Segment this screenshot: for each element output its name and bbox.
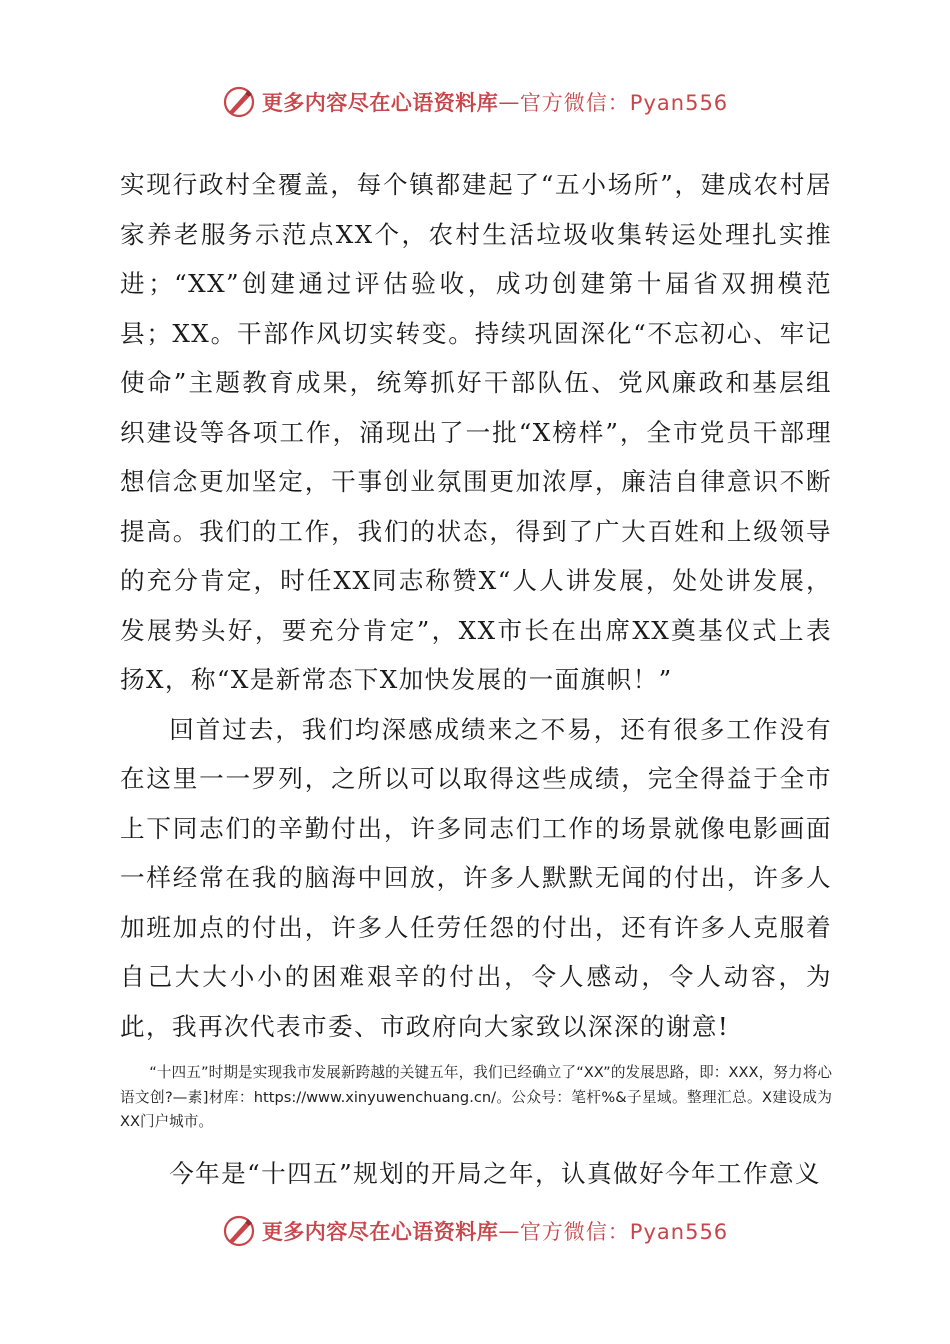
footer-banner	[0, 1211, 950, 1251]
paragraph-this-year: 今年是“十四五”规划的开局之年，认真做好今年工作意义	[169, 1158, 821, 1188]
banner-brand: 更多内容尽在心语资料库	[261, 91, 499, 115]
banner-separator: —	[498, 90, 520, 114]
paragraph-achievements: 实现行政村全覆盖，每个镇都建起了“五小场所”，建成农村居家养老服务示范点XX个，农村生活垃圾收集转运处理扎实推进；“XX”创建通过评估验收，成功创建第十届省双拥模范县；XX。干部作风切实转变。持续巩固深化“不忘初心、牢记使命”主题教育成果，统筹抓好干部队伍、党风廉政和基层组织建设等各项工作，涌现出了一批“X榜样”，全市党员干部理想信念更加坚定，干事创业氛围更加浓厚，廉洁自律意识不断提高。我们的工作，我们的状态，得到了广大百姓和上级领导的充分肯定，时任XX同志称赞X“人人讲发展，处处讲发展，发展势头好，要充分肯定”，XX市长在出席XX奠基仪式上表扬X，称“X是新常态下X加快发展的一面旗帜！”	[120, 170, 832, 694]
pen-circle-logo-icon	[222, 85, 256, 119]
banner-separator: —	[498, 1219, 520, 1243]
banner-contact: 官方微信：Pyan556	[519, 91, 729, 115]
paragraph-gratitude: 回首过去，我们均深感成绩来之不易，还有很多工作没有在这里一一罗列，之所以可以取得这些成绩，完全得益于全市上下同志们的辛勤付出，许多同志们工作的场景就像电影画面一样经常在我的脑海中回放，许多人默默无闻的付出，许多人加班加点的付出，许多人任劳任怨的付出，还有许多人克服着自己大大小小的困难艰辛的付出，令人感动，令人动容，为此，我再次代表市委、市政府向大家致以深深的谢意!	[120, 714, 832, 1041]
banner-brand: 更多内容尽在心语资料库	[261, 1220, 499, 1244]
header-banner	[0, 82, 950, 122]
banner-contact: 官方微信：Pyan556	[519, 1220, 729, 1244]
inserted-note: “十四五”时期是实现我市发展新跨越的关键五年，我们已经确立了“XX”的发展思路，即：XXX，努力将心语文创?—素]材库：https://www.xinyuwenchuang.cn/。公众号：笔杆%&子星域。整理汇总。X建设成为XX门户城市。	[120, 1064, 832, 1130]
document-body	[120, 160, 832, 1198]
pen-circle-logo-icon	[222, 1214, 256, 1248]
